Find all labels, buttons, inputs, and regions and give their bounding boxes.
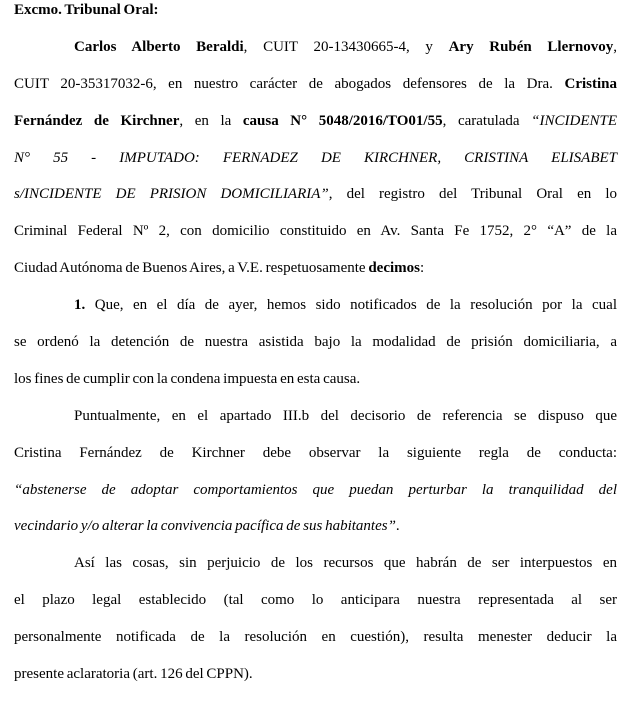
- text-segment: , del registro del Tribunal Oral en lo: [328, 186, 617, 203]
- text-segment: Carlos Alberto Beraldi: [74, 38, 244, 55]
- text-segment: personalmente notificada de la resolución en cuestión), resulta menester deducir la: [14, 629, 617, 646]
- text-segment: decimos: [368, 260, 420, 277]
- text-segment: “abstenerse de adoptar comportamientos que puedan perturbar la tranquilidad del: [14, 481, 617, 498]
- text-segment: 1.: [74, 297, 86, 314]
- rule-of-conduct-line-4: [14, 508, 617, 545]
- text-segment: los fines de cumplir con la condena impuesta en esta causa.: [14, 370, 361, 387]
- intro-appearance-line-6: [14, 213, 617, 250]
- document-text-block: [14, 0, 617, 693]
- text-segment: “INCIDENTE: [531, 112, 618, 129]
- text-segment: , CUIT 20-13430665-4, y: [243, 38, 449, 55]
- text-segment: ,: [613, 38, 618, 55]
- point-1-notification-line-2: [14, 324, 617, 361]
- text-segment: CUIT 20-35317032-6, en nuestro carácter de abogados defensores de la Dra.: [14, 75, 565, 92]
- text-segment: Que, en el día de ayer, hemos sido notificados de la resolución por la cual: [85, 297, 617, 314]
- intro-appearance-line-5: [14, 176, 617, 213]
- intro-appearance-line-7: [14, 250, 617, 287]
- text-segment: .: [395, 518, 400, 535]
- text-segment: :: [419, 260, 425, 277]
- text-segment: se ordenó la detención de nuestra asistida bajo la modalidad de prisión domiciliaria, a: [14, 334, 617, 351]
- aclaratoria-request-line-2: [14, 582, 617, 619]
- text-segment: causa N° 5048/2016/TO01/55: [242, 112, 443, 129]
- text-segment: Fernández de Kirchner: [14, 112, 180, 129]
- text-segment: N° 55 - IMPUTADO: FERNADEZ DE KIRCHNER, CRISTINA ELISABET: [14, 149, 617, 166]
- text-segment: Criminal Federal Nº 2, con domicilio constituido en Av. Santa Fe 1752, 2° “A” de la: [14, 223, 617, 240]
- intro-appearance-line-3: [14, 103, 617, 140]
- intro-appearance-line-1: [14, 29, 617, 66]
- intro-appearance-line-2: [14, 66, 617, 103]
- text-segment: s/INCIDENTE DE PRISION DOMICILIARIA”: [14, 186, 329, 203]
- text-segment: Cristina Fernández de Kirchner debe observar la siguiente regla de conducta:: [14, 444, 617, 461]
- text-segment: Puntualmente, en el apartado III.b del decisorio de referencia se dispuso que: [74, 407, 617, 424]
- text-segment: Ary Rubén Llernovoy: [448, 38, 614, 55]
- aclaratoria-request-line-1: [14, 545, 617, 582]
- salutation-line-1: [14, 0, 617, 29]
- aclaratoria-request-line-3: [14, 619, 617, 656]
- text-segment: Excmo. Tribunal Oral:: [14, 2, 159, 18]
- aclaratoria-request-line-4: [14, 656, 617, 693]
- intro-appearance-line-4: [14, 140, 617, 177]
- text-segment: Así las cosas, sin perjuicio de los recursos que habrán de ser interpuestos en: [74, 555, 617, 572]
- rule-of-conduct-line-1: [14, 398, 617, 435]
- text-segment: vecindario y/o alterar la convivencia pacífica de sus habitantes”: [14, 518, 396, 535]
- text-segment: , caratulada: [442, 112, 532, 129]
- text-segment: el plazo legal establecido (tal como lo anticipara nuestra representada al ser: [14, 592, 617, 609]
- text-segment: , en la: [179, 112, 243, 129]
- point-1-notification-line-3: [14, 361, 617, 398]
- point-1-notification-line-1: [14, 287, 617, 324]
- rule-of-conduct-line-3: [14, 472, 617, 509]
- rule-of-conduct-line-2: [14, 435, 617, 472]
- text-segment: Ciudad Autónoma de Buenos Aires, a V.E. respetuosamente: [14, 260, 369, 277]
- text-segment: Cristina: [564, 75, 617, 92]
- text-segment: presente aclaratoria (art. 126 del CPPN).: [14, 666, 253, 683]
